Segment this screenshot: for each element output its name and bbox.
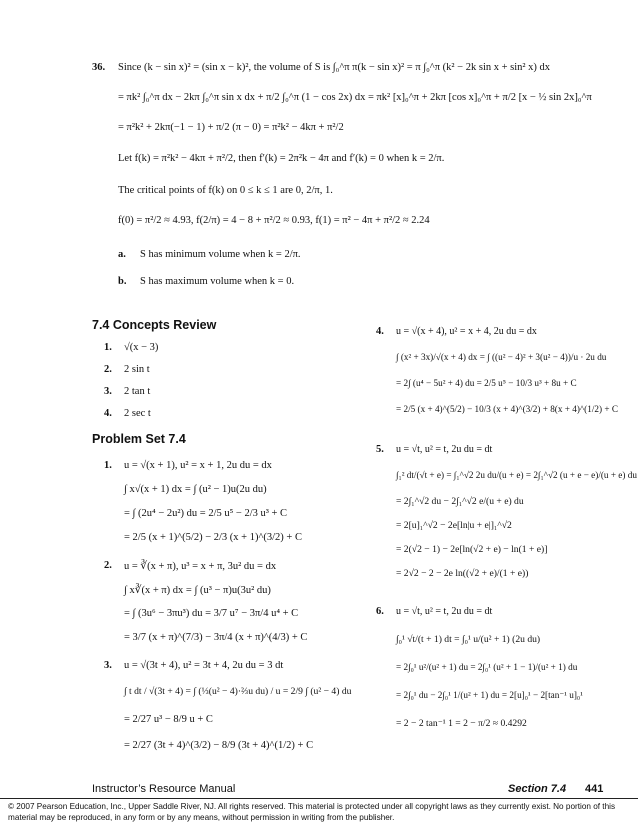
- problem-2-line-4: = 3/7 (x + π)^(7/3) − 3π/4 (x + π)^(4/3) + C: [124, 632, 308, 643]
- problem-3-line-2: ∫ t dt / √(3t + 4) = ∫ (⅓(u² − 4)·⅔u du) / u = 2/9 ∫ (u² − 4) du: [124, 686, 352, 697]
- problem-6-number: 6.: [376, 606, 384, 617]
- problem-6-line-1: u = √t, u² = t, 2u du = dt: [396, 606, 493, 617]
- problem-4-line-3: = 2∫ (u⁴ − 5u² + 4) du = 2/5 u⁵ − 10/3 u³ + 8u + C: [396, 378, 577, 388]
- problem-36-part-a-label: a.: [118, 249, 126, 260]
- problem-36-line-5: The critical points of f(k) on 0 ≤ k ≤ 1 are 0, 2/π, 1.: [118, 185, 333, 196]
- footer-section: Section 7.4: [508, 783, 567, 795]
- concept-2-number: 2.: [104, 364, 112, 375]
- footer-divider: [0, 798, 638, 799]
- problem-36-part-b-label: b.: [118, 276, 127, 287]
- problem-4-number: 4.: [376, 326, 384, 337]
- problem-2-line-3: = ∫ (3u⁶ − 3πu³) du = 3/7 u⁷ − 3π/4 u⁴ + C: [124, 608, 299, 619]
- problem-5-line-2: ∫₁² dt/(√t + e) = ∫₁^√2 2u du/(u + e) = 2∫₁^√2 (u + e − e)/(u + e) du: [396, 470, 637, 480]
- problem-4-line-2: ∫ (x² + 3x)/√(x + 4) dx = ∫ ((u² − 4)² + 3(u² − 4))/u · 2u du: [396, 352, 607, 362]
- concept-4-number: 4.: [104, 408, 112, 419]
- problem-5-line-3: = 2∫₁^√2 du − 2∫₁^√2 e/(u + e) du: [396, 496, 524, 507]
- concepts-review-heading: 7.4 Concepts Review: [92, 318, 217, 332]
- problem-5-line-6: = 2√2 − 2 − 2e ln((√2 + e)/(1 + e)): [396, 568, 529, 579]
- problem-5-number: 5.: [376, 444, 384, 455]
- problem-36-line-2: = πk² ∫₀^π dx − 2kπ ∫₀^π sin x dx + π/2 ∫₀^π (1 − cos 2x) dx = πk² [x]₀^π + 2kπ [cos x]₀^π + π/2 [x − ½ sin 2x]₀^π: [118, 92, 592, 103]
- concept-3-answer: 2 tan t: [124, 386, 151, 397]
- footer-page-number: 441: [585, 783, 604, 795]
- concept-3-number: 3.: [104, 386, 112, 397]
- problem-36-part-b-text: S has maximum volume when k = 0.: [140, 276, 295, 287]
- problem-3-line-4: = 2/27 (3t + 4)^(3/2) − 8/9 (3t + 4)^(1/2) + C: [124, 740, 314, 751]
- problem-3-number: 3.: [104, 660, 112, 671]
- problem-1-line-4: = 2/5 (x + 1)^(5/2) − 2/3 (x + 1)^(3/2) + C: [124, 532, 302, 543]
- problem-5-line-4: = 2[u]₁^√2 − 2e[ln|u + e|]₁^√2: [396, 520, 512, 531]
- problem-5-line-1: u = √t, u² = t, 2u du = dt: [396, 444, 493, 455]
- problem-2-line-2: ∫ x∛(x + π) dx = ∫ (u³ − π)u(3u² du): [124, 585, 271, 596]
- concept-1-answer: √(x − 3): [124, 342, 159, 353]
- copyright-notice: © 2007 Pearson Education, Inc., Upper Saddle River, NJ. All rights reserved. This material is protected under all copyright laws as they currently exist. No portion of this material may be reproduced, in any form or by any means, without permission in writing from the publisher.: [8, 802, 616, 822]
- problem-5-line-5: = 2(√2 − 1) − 2e[ln(√2 + e) − ln(1 + e)]: [396, 544, 548, 555]
- problem-3-line-3: = 2/27 u³ − 8/9 u + C: [124, 714, 213, 725]
- problem-36-line-6: f(0) = π²/2 ≈ 4.93, f(2/π) = 4 − 8 + π²/2 ≈ 0.93, f(1) = π² − 4π + π²/2 ≈ 2.24: [118, 215, 430, 226]
- problem-36-line-4: Let f(k) = π²k² − 4kπ + π²/2, then f′(k) = 2π²k − 4π and f′(k) = 0 when k = 2/π.: [118, 153, 445, 164]
- concept-4-answer: 2 sec t: [124, 408, 151, 419]
- problem-4-line-1: u = √(x + 4), u² = x + 4, 2u du = dx: [396, 326, 537, 337]
- problem-6-line-4: = 2∫₀¹ du − 2∫₀¹ 1/(u² + 1) du = 2[u]₀¹ − 2[tan⁻¹ u]₀¹: [396, 690, 583, 700]
- problem-4-line-4: = 2/5 (x + 4)^(5/2) − 10/3 (x + 4)^(3/2) + 8(x + 4)^(1/2) + C: [396, 404, 618, 414]
- problem-2-line-1: u = ∛(x + π), u³ = x + π, 3u² du = dx: [124, 561, 277, 572]
- problem-3-line-1: u = √(3t + 4), u² = 3t + 4, 2u du = 3 dt: [124, 660, 284, 671]
- problem-1-line-2: ∫ x√(x + 1) dx = ∫ (u² − 1)u(2u du): [124, 484, 267, 495]
- problem-36-number: 36.: [92, 62, 106, 73]
- problem-1-line-1: u = √(x + 1), u² = x + 1, 2u du = dx: [124, 460, 272, 471]
- problem-6-line-3: = 2∫₀¹ u²/(u² + 1) du = 2∫₀¹ (u² + 1 − 1)/(u² + 1) du: [396, 662, 578, 672]
- problem-36-line-3: = π²k² + 2kπ(−1 − 1) + π/2 (π − 0) = π²k² − 4kπ + π²/2: [118, 122, 344, 133]
- problem-2-number: 2.: [104, 560, 112, 571]
- problem-36-part-a-text: S has minimum volume when k = 2/π.: [140, 249, 301, 260]
- problem-6-line-2: ∫₀¹ √t/(t + 1) dt = ∫₀¹ u/(u² + 1) (2u du): [396, 634, 541, 645]
- problem-6-line-5: = 2 − 2 tan⁻¹ 1 = 2 − π/2 ≈ 0.4292: [396, 718, 527, 729]
- problem-1-line-3: = ∫ (2u⁴ − 2u²) du = 2/5 u⁵ − 2/3 u³ + C: [124, 508, 288, 519]
- problem-set-heading: Problem Set 7.4: [92, 432, 186, 446]
- footer-manual-title: Instructor’s Resource Manual: [92, 783, 236, 795]
- problem-1-number: 1.: [104, 460, 112, 471]
- concept-1-number: 1.: [104, 342, 112, 353]
- concept-2-answer: 2 sin t: [124, 364, 150, 375]
- problem-36-line-1: Since (k − sin x)² = (sin x − k)², the volume of S is ∫₀^π π(k − sin x)² = π ∫₀^π (k² − 2k sin x + sin² x) dx: [118, 62, 551, 73]
